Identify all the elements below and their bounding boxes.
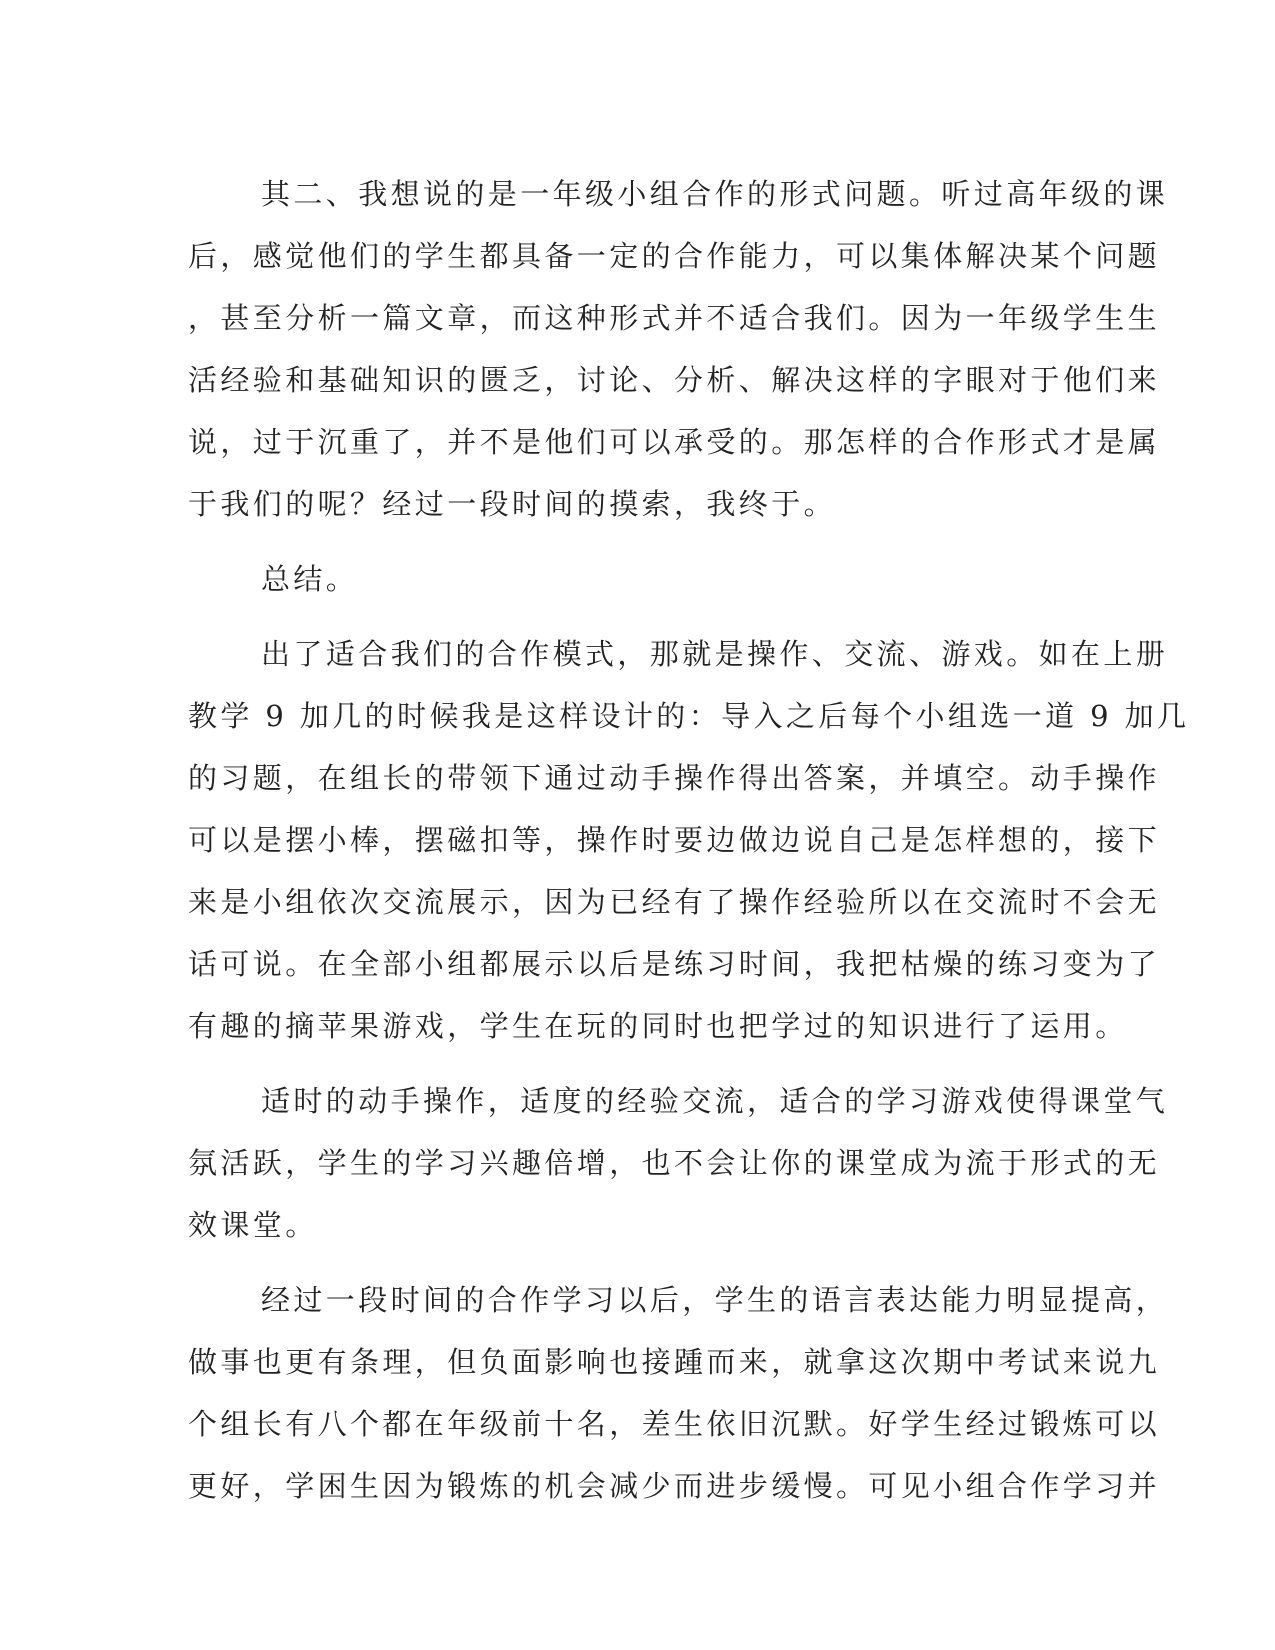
paragraph <box>188 548 1068 610</box>
text-line: 更好，学困生因为锻炼的机会减少而进步缓慢。可见小组合作学习并 <box>188 1469 1161 1503</box>
text-line: 个组长有八个都在年级前十名，差生依旧沉默。好学生经过锻炼可以 <box>188 1407 1161 1441</box>
paragraph <box>188 623 1190 1057</box>
paragraph-spacer <box>188 1057 1068 1070</box>
text-line: 有趣的摘苹果游戏，学生在玩的同时也把学过的知识进行了运用。 <box>188 1009 1128 1043</box>
text-line: 出了适合我们的合作模式，那就是操作、交流、游戏。如在上册 <box>261 637 1169 671</box>
paragraph <box>188 1269 1169 1517</box>
paragraph <box>188 163 1169 535</box>
text-line: 总结。 <box>261 562 359 596</box>
text-line: 适时的动手操作，适度的经验交流，适合的学习游戏使得课堂气 <box>261 1084 1169 1118</box>
text-line: 做事也更有条理，但负面影响也接踵而来，就拿这次期中考试来说九 <box>188 1345 1161 1379</box>
text-line: 经过一段时间的合作学习以后，学生的语言表达能力明显提高， <box>261 1283 1169 1317</box>
text-line: 效课堂。 <box>188 1208 318 1242</box>
text-line: ，甚至分析一篇文章，而这种形式并不适合我们。因为一年级学生生 <box>188 301 1161 335</box>
paragraph-spacer <box>188 1256 1068 1269</box>
text-line: 话可说。在全部小组都展示以后是练习时间，我把枯燥的练习变为了 <box>188 947 1161 981</box>
text-line: 其二、我想说的是一年级小组合作的形式问题。听过高年级的课 <box>261 177 1169 211</box>
text-line: 于我们的呢？经过一段时间的摸索，我终于。 <box>188 487 837 521</box>
text-line: 后，感觉他们的学生都具备一定的合作能力，可以集体解决某个问题 <box>188 239 1161 273</box>
text-line: 来是小组依次交流展示，因为已经有了操作经验所以在交流时不会无 <box>188 885 1161 919</box>
text-line: 活经验和基础知识的匮乏，讨论、分析、解决这样的字眼对于他们来 <box>188 363 1161 397</box>
paragraph <box>188 1070 1169 1256</box>
text-line: 说，过于沉重了，并不是他们可以承受的。那怎样的合作形式才是属 <box>188 425 1161 459</box>
text-line: 的习题，在组长的带领下通过动手操作得出答案，并填空。动手操作 <box>188 761 1161 795</box>
text-line: 氛活跃，学生的学习兴趣倍增，也不会让你的课堂成为流于形式的无 <box>188 1146 1161 1180</box>
body-text <box>188 163 1190 1517</box>
text-line: 可以是摆小棒，摆磁扣等，操作时要边做边说自己是怎样想的，接下 <box>188 823 1161 857</box>
paragraph-spacer <box>188 610 1068 623</box>
text-line: 教学 9 加几的时候我是这样设计的：导入之后每个小组选一道 9 加几 <box>188 699 1190 733</box>
paragraph-spacer <box>188 535 1068 548</box>
